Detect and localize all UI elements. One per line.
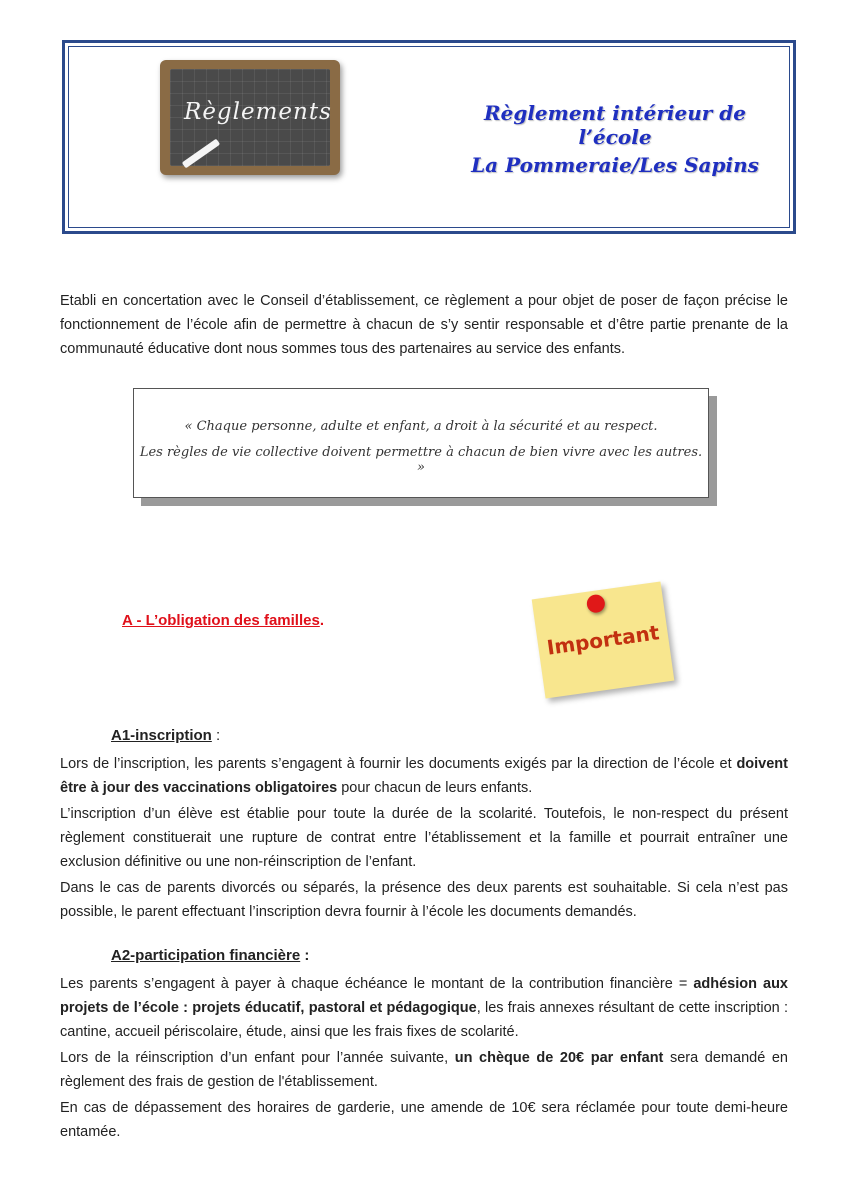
- section-a-title: A - L’obligation des familles: [122, 612, 320, 629]
- subsection-heading-a2: [111, 947, 309, 964]
- important-sticky-note: [532, 581, 675, 698]
- a2-paragraph-3: En cas de dépassement des horaires de garderie, une amende de 10€ sera réclamée pour toute demi-heure entamée.: [60, 1100, 788, 1140]
- a1-heading-colon: :: [211, 727, 221, 744]
- quote-line-1: « Chaque personne, adulte et enfant, a droit à la sécurité et au respect.: [184, 419, 658, 434]
- a2-p1-bold: adhésion aux projets de l’école : projets éducatif, pastoral et pédagogique: [60, 976, 788, 1016]
- a1-paragraph-1: [60, 752, 788, 800]
- section-a-period: .: [319, 612, 324, 629]
- quote-box: [133, 388, 709, 498]
- chalkboard-logo: [160, 60, 340, 175]
- school-name: La Pommeraie/Les Sapins: [471, 153, 759, 177]
- a1-p1-text: Lors de l’inscription, les parents s’engagent à fournir les documents exigés par la direction de l’école et: [60, 756, 737, 772]
- section-heading-a: [122, 612, 324, 629]
- a1-paragraph-3: Dans le cas de parents divorcés ou séparés, la présence des deux parents est souhaitable. Si cela n’est pas possible, le parent effectuant l’inscription devra fournir à l’école les documents demandés.: [60, 880, 788, 920]
- subsection-heading-a1: [111, 727, 220, 744]
- a2-p2-text: Lors de la réinscription d’un enfant pour l’année suivante,: [60, 1050, 455, 1066]
- header-box: [62, 40, 796, 234]
- intro-paragraph: Etabli en concertation avec le Conseil d’établissement, ce règlement a pour objet de poser de façon précise le fonctionnement de l’école afin de permettre à chacun de s’y sentir responsable et d’être partie prenante de la communauté éducative dont nous sommes tous des partenaires au service des enfants.: [60, 293, 788, 357]
- a2-p2-text-end: sera demandé en règlement des frais de gestion de l'établissement.: [60, 1050, 788, 1090]
- chalkboard-surface: [170, 69, 330, 166]
- a2-paragraph-2: [60, 1046, 788, 1094]
- quote-line-2: Les règles de vie collective doivent permettre à chacun de bien vivre avec les autres. »: [139, 445, 703, 475]
- a1-p1-text-end: pour chacun de leurs enfants.: [337, 780, 533, 796]
- a2-paragraph-1: [60, 972, 788, 1044]
- a2-p1-text-end: , les frais annexes résultant de cette inscription : cantine, accueil périscolaire, étude, ainsi que les frais fixes de scolarité.: [60, 1000, 788, 1040]
- logo-word: Règlements: [184, 99, 332, 125]
- page-title: Règlement intérieur de l’école: [484, 101, 746, 149]
- a1-p1-bold: doivent être à jour des vaccinations obligatoires: [60, 756, 788, 796]
- pushpin-icon: [586, 593, 606, 613]
- sticky-note-text: Important: [545, 620, 661, 660]
- a2-p2-bold: un chèque de 20€ par enfant: [454, 1050, 664, 1066]
- a2-p1-text: Les parents s’engagent à payer à chaque échéance le montant de la contribution financière =: [60, 976, 694, 992]
- a1-paragraph-2: L’inscription d’un élève est établie pour toute la durée de la scolarité. Toutefois, le non-respect du présent règlement constituerait une rupture de contrat entre l’établissement et la famille et pourrait entraîner une exclusion définitive ou une non-réinscription de l’enfant.: [60, 806, 788, 870]
- a2-heading: A2-participation financière: [111, 947, 301, 964]
- a1-heading: A1-inscription: [111, 727, 212, 744]
- chalk-icon: [182, 139, 220, 169]
- a2-heading-colon: :: [300, 947, 310, 964]
